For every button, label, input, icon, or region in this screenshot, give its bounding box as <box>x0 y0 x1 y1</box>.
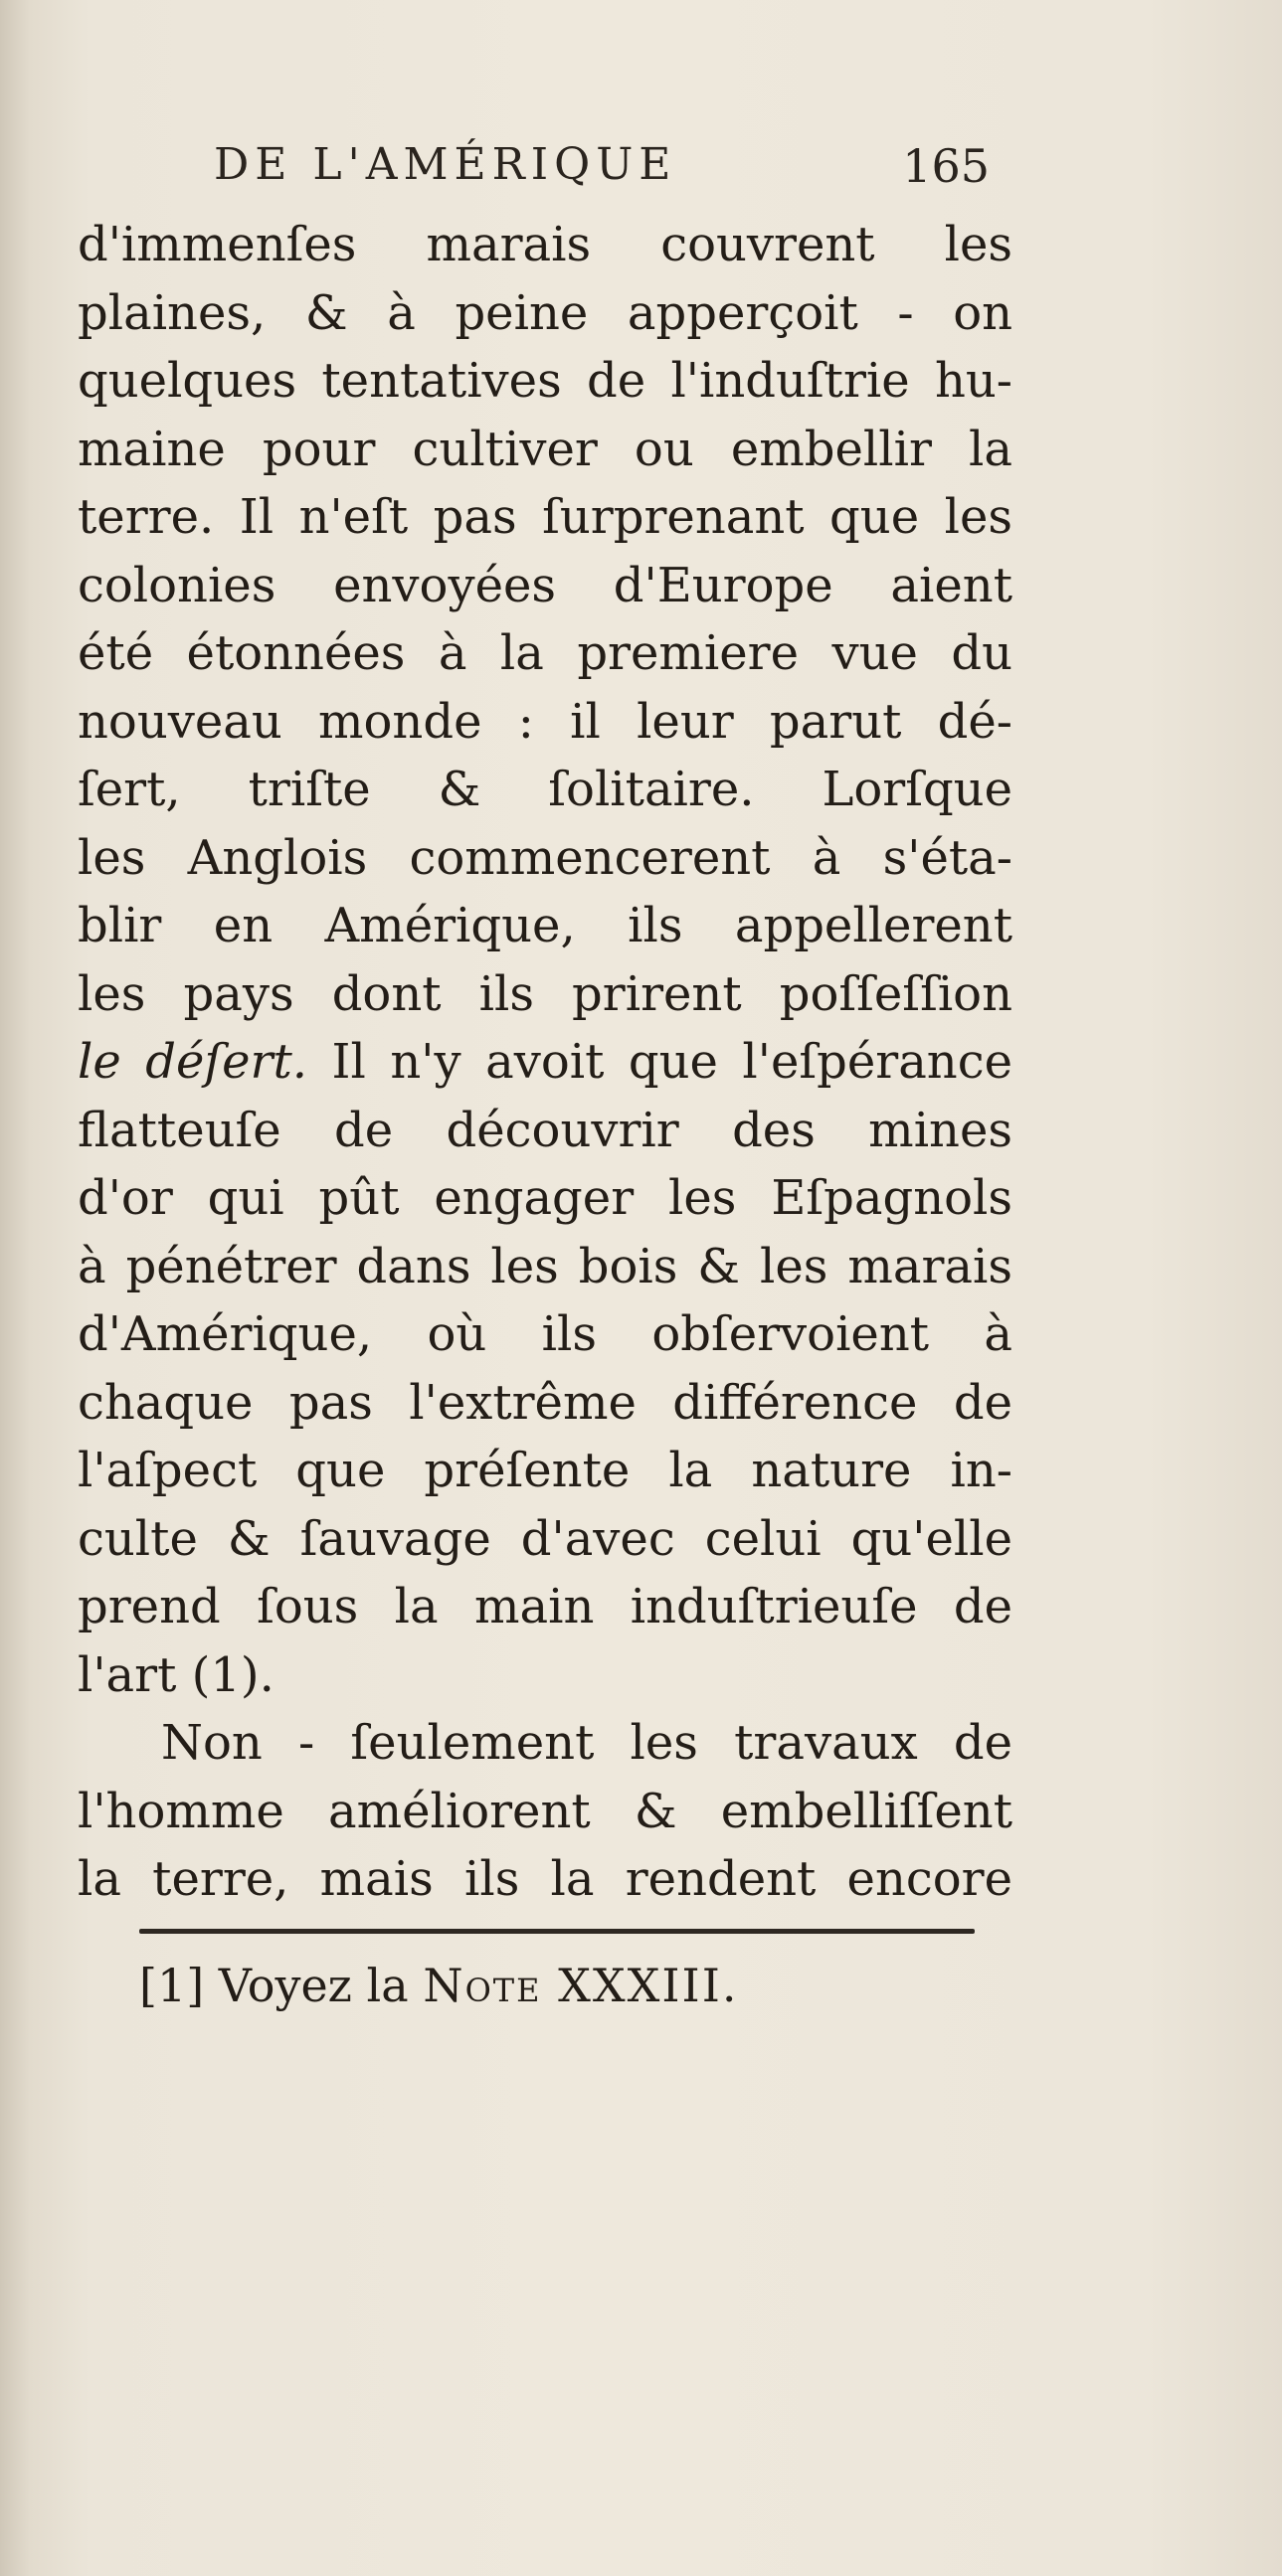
text-line: les pays dont ils prirent poſſeſſion <box>78 965 1012 1022</box>
text-line: culte & ſauvage d'avec celui qu'elle <box>78 1510 1012 1567</box>
text-line: d'immenſes marais couvrent les <box>78 217 1012 272</box>
text-line: été étonnées à la premiere vue du <box>78 625 1012 681</box>
text-line: blir en Amérique, ils appellerent <box>78 898 1012 953</box>
footnote <box>139 1959 739 2012</box>
text-line: l'homme améliorent & embelliſſent <box>78 1783 1012 1839</box>
text-line: les Anglois commencerent à s'éta- <box>78 829 1012 886</box>
text-line: prend ſous la main induſtrieuſe de <box>78 1579 1012 1634</box>
text-line: ſert, triſte & ſolitaire. Lorſque <box>78 762 1012 817</box>
paragraph-start-line: Non - ſeulement les travaux de <box>161 1715 1012 1771</box>
page-number: 165 <box>902 139 990 193</box>
footnote-rule <box>139 1929 975 1934</box>
text-line: l'aſpect que préſente la nature in- <box>78 1443 1012 1498</box>
text-line: flatteuſe de découvrir des mines <box>78 1102 1012 1158</box>
text-line-with-italic <box>78 1028 1012 1097</box>
text-line: à pénétrer dans les bois & les marais <box>78 1238 1012 1294</box>
footnote-marker: [1] Voyez la <box>139 1959 409 2012</box>
page-header <box>214 139 990 209</box>
text-line: chaque pas l'extrême différence de <box>78 1374 1012 1431</box>
italic-phrase: le déſert. <box>78 1034 308 1090</box>
text-line: colonies envoyées d'Europe aient <box>78 557 1012 613</box>
text-line: terre. Il n'eſt pas ſurprenant que les <box>78 489 1012 545</box>
text-line: nouveau monde : il leur parut dé- <box>78 693 1012 750</box>
running-title: DE L'AMÉRIQUE <box>214 139 677 190</box>
text-line: d'or qui pût engager les Eſpagnols <box>78 1170 1012 1226</box>
text-line: la terre, mais ils la rendent encore <box>78 1851 1012 1907</box>
text-line: quelques tentatives de l'induſtrie hu- <box>78 353 1012 409</box>
text-line-rest: Il n'y avoit que l'eſpérance <box>307 1034 1013 1090</box>
footnote-reference: Note XXXIII. <box>423 1959 739 2012</box>
text-line: l'art (1). <box>78 1646 275 1703</box>
body-text <box>78 211 1012 1914</box>
text-line: d'Amérique, où ils obſervoient à <box>78 1306 1012 1362</box>
text-line: maine pour cultiver ou embellir la <box>78 421 1012 477</box>
text-line: plaines, & à peine apperçoit - on <box>78 284 1012 341</box>
